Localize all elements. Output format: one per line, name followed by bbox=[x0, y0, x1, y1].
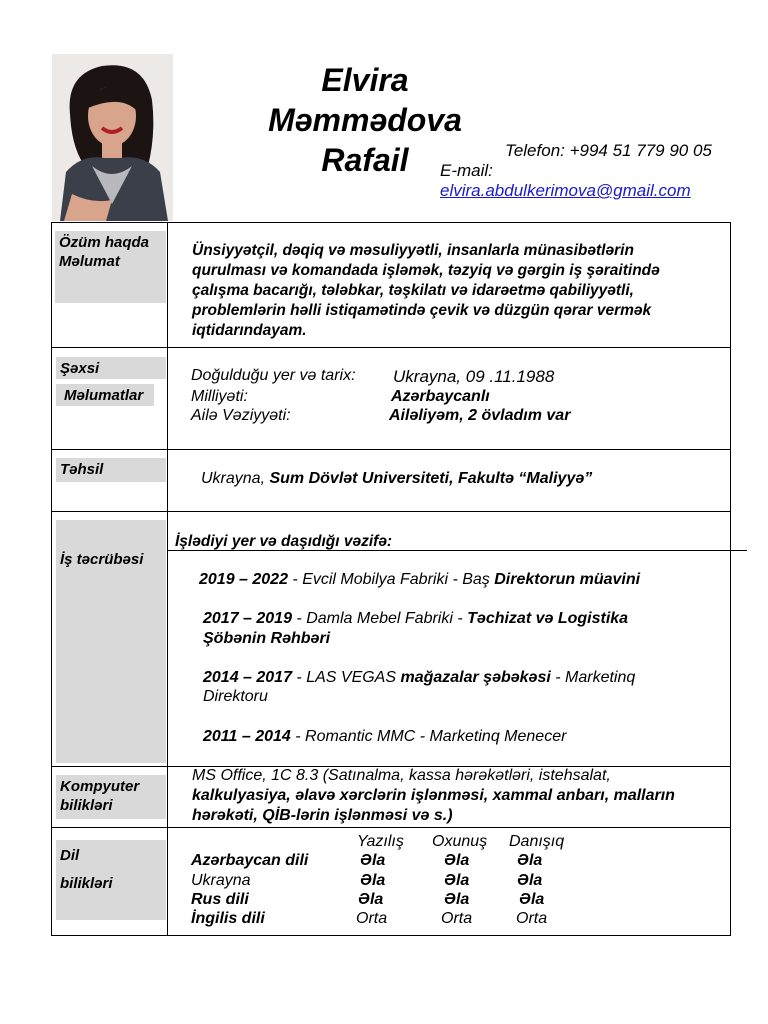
email-link[interactable]: elvira.abdulkerimova@gmail.com bbox=[440, 181, 691, 200]
lang-row-4-speaking: Orta bbox=[516, 910, 548, 927]
job-4 bbox=[203, 728, 566, 746]
lang-header-reading: Oxunuş bbox=[432, 833, 488, 850]
job-3-tail-cont: Direktoru bbox=[203, 688, 268, 705]
education-label-text: Təhsil bbox=[60, 461, 104, 478]
job-1-position: Direktorun müavini bbox=[494, 571, 641, 588]
languages-label-line1: Dil bbox=[60, 847, 80, 864]
portrait-image bbox=[52, 54, 173, 221]
column-divider bbox=[167, 222, 168, 936]
languages-label bbox=[56, 840, 166, 920]
education-label bbox=[56, 458, 166, 482]
birth-label: Doğulduğu yer və tarix: bbox=[191, 367, 356, 384]
job-1 bbox=[199, 571, 640, 589]
personal-label-line2: Məlumatlar bbox=[64, 387, 144, 404]
job-2-company: - Damla Mebel Fabriki - bbox=[291, 610, 468, 627]
computer-line3: hərəkəti, QİB-lərin işlənməsi və s.) bbox=[192, 807, 453, 824]
lang-row-3-name: Rus dili bbox=[191, 891, 249, 908]
experience-label-text: İş təcrübəsi bbox=[60, 551, 144, 568]
row-divider bbox=[51, 449, 731, 450]
name-last: Məmmədova bbox=[268, 102, 462, 138]
job-1-years: 2019 – 2022 bbox=[199, 571, 288, 588]
lang-row-2-speaking: Əla bbox=[517, 872, 543, 889]
nationality-label: Milliyəti: bbox=[191, 388, 248, 405]
job-2 bbox=[203, 610, 628, 628]
job-4-years: 2011 – 2014 bbox=[203, 728, 291, 745]
lang-row-3-writing: Əla bbox=[358, 891, 384, 908]
job-3-company: - LAS VEGAS bbox=[291, 669, 401, 686]
lang-row-2-writing: Əla bbox=[360, 872, 386, 889]
computer-label bbox=[56, 775, 166, 819]
about-label bbox=[55, 231, 166, 303]
job-3 bbox=[203, 669, 635, 687]
email-label: E-mail: bbox=[440, 161, 493, 180]
profile-photo bbox=[52, 54, 173, 221]
row-divider bbox=[51, 347, 731, 348]
job-3-years: 2014 – 2017 bbox=[203, 669, 292, 686]
personal-label bbox=[56, 357, 166, 379]
lang-row-3-speaking: Əla bbox=[519, 891, 545, 908]
job-2-position: Təchizat və Logistika bbox=[467, 610, 629, 627]
about-label-line1: Özüm haqda bbox=[59, 234, 150, 251]
family-label: Ailə Vəziyyəti: bbox=[191, 407, 291, 424]
name-first: Elvira bbox=[321, 62, 409, 98]
lang-row-1-speaking: Əla bbox=[517, 852, 543, 869]
lang-row-4-writing: Orta bbox=[356, 910, 388, 927]
birth-value: Ukrayna, 09 .11.1988 bbox=[393, 367, 555, 386]
education-university: Sum Dövlət Universiteti, Fakultə “Maliyyə” bbox=[269, 470, 593, 487]
lang-header-writing: Yazılış bbox=[357, 833, 404, 850]
computer-label-line1: Kompyuter bbox=[60, 778, 140, 795]
lang-row-2-reading: Əla bbox=[444, 872, 470, 889]
job-1-company: - Evcil Mobilya Fabriki - Baş bbox=[287, 571, 495, 588]
job-2-position-cont: Şöbənin Rəhbəri bbox=[203, 630, 331, 647]
lang-row-1-reading: Əla bbox=[444, 852, 470, 869]
row-divider bbox=[51, 827, 731, 828]
languages-label-line2: bilikləri bbox=[60, 875, 113, 892]
computer-line2: kalkulyasiya, əlavə xərclərin işlənməsi, xammal anbarı, malların bbox=[192, 787, 675, 804]
lang-row-3-reading: Əla bbox=[444, 891, 470, 908]
lang-row-1-name: Azərbaycan dili bbox=[191, 852, 309, 869]
education-text bbox=[201, 470, 592, 488]
lang-row-4-reading: Orta bbox=[441, 910, 473, 927]
name-patronymic: Rafail bbox=[321, 142, 409, 178]
job-3-position: mağazalar şəbəkəsi bbox=[400, 669, 551, 686]
phone-number: Telefon: +994 51 779 90 05 bbox=[505, 141, 712, 160]
job-4-company: - Romantic MMC - Marketinq Menecer bbox=[290, 728, 567, 745]
about-label-line2: Məlumat bbox=[59, 253, 120, 270]
lang-header-speaking: Danışıq bbox=[509, 833, 565, 850]
personal-label-2 bbox=[56, 384, 154, 406]
experience-label bbox=[56, 520, 166, 763]
personal-label-line1: Şəxsi bbox=[60, 360, 100, 377]
job-3-tail: - Marketinq bbox=[550, 669, 636, 686]
lang-row-1-writing: Əla bbox=[360, 852, 386, 869]
education-country: Ukrayna, bbox=[201, 470, 270, 487]
row-divider bbox=[51, 511, 731, 512]
lang-row-4-name: İngilis dili bbox=[191, 910, 265, 927]
experience-heading: İşlədiyi yer və daşıdığı vəzifə: bbox=[175, 533, 393, 550]
about-text: Ünsiyyətçil, dəqiq və məsuliyyətli, insanlarla münasibətlərin qurulması və komandada işləmək, təzyiq və gərgin iş şəraitində çalışma bacarığı, tələbkar, təşkilatı və idarəetmə qabiliyyətli, problemlərin həlli istiqamətində çevik və düzgün qərar vermək iqtidarındayam. bbox=[192, 242, 660, 339]
computer-label-line2: bilikləri bbox=[60, 797, 113, 814]
computer-line1: MS Office, 1C 8.3 (Satınalma, kassa hərəkətləri, istehsalat, bbox=[192, 767, 611, 784]
job-2-years: 2017 – 2019 bbox=[203, 610, 292, 627]
experience-heading-rule bbox=[167, 550, 747, 551]
nationality-value: Azərbaycanlı bbox=[391, 388, 490, 405]
lang-row-2-name: Ukrayna bbox=[191, 872, 251, 889]
family-value: Ailəliyəm, 2 övladım var bbox=[389, 407, 571, 424]
